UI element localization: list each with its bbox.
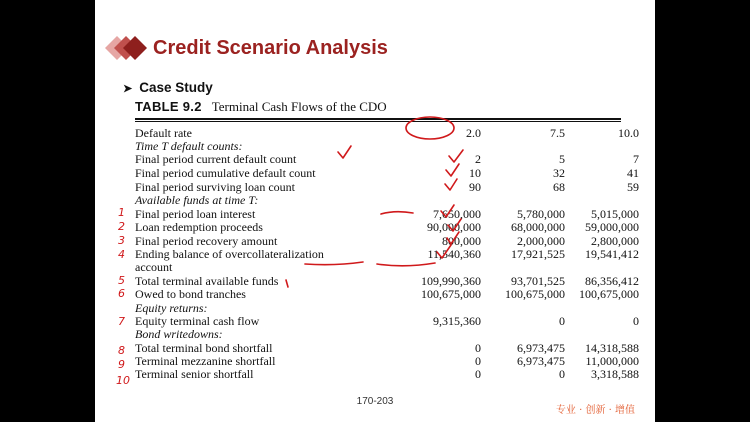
row-label: Bond writedowns:: [135, 327, 223, 341]
row-label: Final period recovery amount: [135, 234, 278, 248]
row-label: Final period surviving loan count: [135, 180, 295, 194]
cell-v3: 11,000,000: [585, 354, 639, 368]
table-title: Terminal Cash Flows of the CDO: [211, 99, 387, 114]
margin-number-annotation: 3: [118, 234, 125, 247]
cell-v2: 17,921,525: [511, 247, 565, 261]
cell-v1: 7,650,000: [433, 207, 481, 221]
table-row: [135, 166, 639, 180]
cell-v1: 109,990,360: [421, 274, 481, 288]
table-row: [135, 207, 639, 221]
cell-v3: 100,675,000: [579, 287, 639, 301]
row-label: Owed to bond tranches: [135, 287, 246, 301]
row-label: Available funds at time T:: [135, 193, 259, 207]
cell-v3: 0: [633, 314, 639, 328]
case-study-label: Case Study: [139, 80, 213, 95]
table-row: [135, 354, 639, 368]
cell-v2: 100,675,000: [505, 287, 565, 301]
cell-v3: 2,800,000: [591, 234, 639, 248]
row-label: Final period loan interest: [135, 207, 256, 221]
cell-v2: 2,000,000: [517, 234, 565, 248]
cell-v3: 3,318,588: [591, 367, 639, 381]
brand-slogan: 专业 · 创新 · 增值: [555, 405, 635, 416]
row-label: Terminal mezzanine shortfall: [135, 354, 276, 368]
row-label: Time T default counts:: [135, 139, 243, 153]
row-label: Terminal senior shortfall: [135, 367, 254, 381]
margin-number-annotation: 4: [118, 248, 125, 261]
margin-number-annotation: 9: [118, 358, 125, 371]
cell-v2: 93,701,525: [511, 274, 565, 288]
cell-v2: 6,973,475: [517, 354, 565, 368]
cell-v1: 11,540,360: [427, 247, 481, 261]
cell-v2: 5,780,000: [517, 207, 565, 221]
table-section-heading: [135, 301, 621, 315]
cell-v2: 5: [559, 152, 565, 166]
cell-v1: 0: [475, 354, 481, 368]
cell-v1: 90: [469, 180, 481, 194]
cell-v2: 7.5: [550, 126, 565, 140]
table-row: [135, 220, 639, 234]
table-row: [135, 287, 639, 301]
cell-v2: 68,000,000: [511, 220, 565, 234]
row-label: Final period current default count: [135, 152, 297, 166]
table-row: [135, 234, 639, 248]
cell-v3: 59,000,000: [585, 220, 639, 234]
cell-v2: 0: [559, 314, 565, 328]
row-label: Ending balance of overcollateralization: [135, 247, 324, 261]
cell-v3: 5,015,000: [591, 207, 639, 221]
cell-v1: 800,000: [442, 234, 481, 248]
cell-v1: 90,000,000: [427, 220, 481, 234]
cell-v1: 2: [475, 152, 481, 166]
cell-v3: 14,318,588: [585, 341, 639, 355]
margin-number-annotation: 10: [116, 374, 130, 387]
slide: [95, 0, 655, 422]
table-row: [135, 341, 639, 355]
table-section-heading: [135, 193, 621, 207]
margin-number-annotation: 6: [118, 287, 125, 300]
margin-number-annotation: 5: [118, 274, 125, 287]
table-row: [135, 247, 639, 261]
table-row: [135, 260, 621, 274]
cell-v1: 10: [469, 166, 481, 180]
cell-v3: 7: [633, 152, 639, 166]
bullet-arrow-icon: ➤: [123, 83, 133, 95]
row-label: Total terminal available funds: [135, 274, 279, 288]
table-section-heading: [135, 327, 621, 341]
table-row: [135, 126, 639, 140]
cell-v3: 59: [627, 180, 639, 194]
cell-v1: 0: [475, 367, 481, 381]
cell-v2: 32: [553, 166, 565, 180]
table-row: [135, 180, 639, 194]
margin-number-annotation: 8: [118, 344, 125, 357]
cell-v1: 100,675,000: [421, 287, 481, 301]
table-row: [135, 367, 639, 381]
row-label: Loan redemption proceeds: [135, 220, 263, 234]
table-row: [135, 314, 639, 328]
table-row: [135, 152, 639, 166]
table-row: [135, 274, 639, 288]
margin-number-annotation: 1: [118, 206, 125, 219]
cell-v2: 6,973,475: [517, 341, 565, 355]
cell-v3: 19,541,412: [585, 247, 639, 261]
margin-number-annotation: 2: [118, 220, 125, 233]
cash-flow-table: [95, 0, 655, 422]
row-label: Total terminal bond shortfall: [135, 341, 273, 355]
cell-v1: 9,315,360: [433, 314, 481, 328]
row-label: Equity returns:: [135, 301, 208, 315]
row-label: Default rate: [135, 126, 192, 140]
cell-v1: 0: [475, 341, 481, 355]
row-label: Equity terminal cash flow: [135, 314, 260, 328]
table-section-heading: [135, 139, 621, 153]
cell-v3: 10.0: [618, 126, 639, 140]
cell-v2: 68: [553, 180, 565, 194]
margin-number-annotation: 7: [118, 315, 125, 328]
cell-v2: 0: [559, 367, 565, 381]
cell-v3: 41: [627, 166, 639, 180]
slide-title: Credit Scenario Analysis: [153, 37, 388, 59]
table-number: TABLE 9.2: [135, 99, 202, 114]
cell-v3: 86,356,412: [585, 274, 639, 288]
page-number: 170-203: [356, 396, 394, 407]
row-label: Final period cumulative default count: [135, 166, 316, 180]
row-label: account: [135, 260, 173, 274]
cell-v1: 2.0: [466, 126, 481, 140]
